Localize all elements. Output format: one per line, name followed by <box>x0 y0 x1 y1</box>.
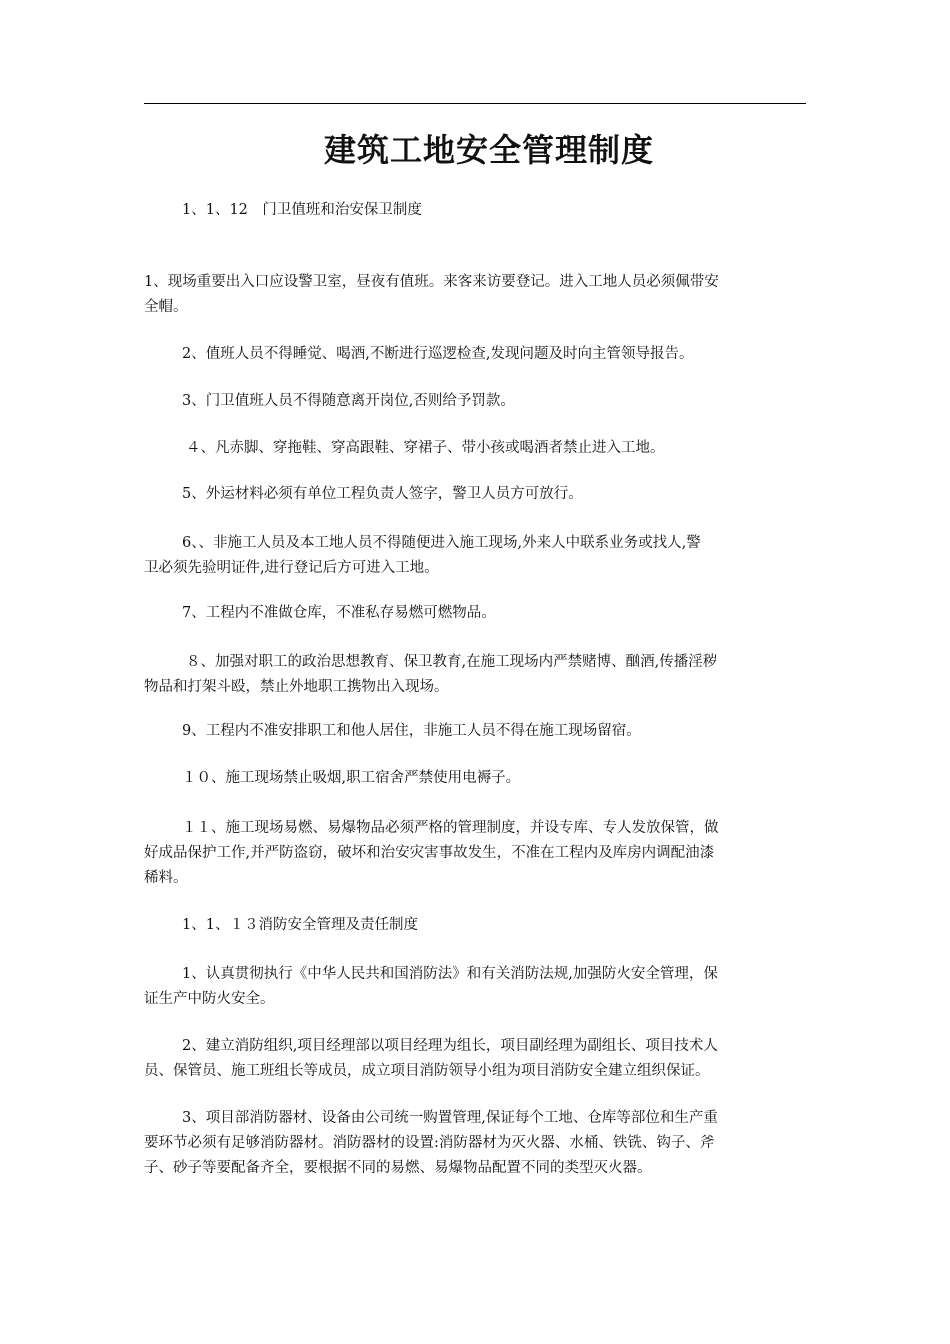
paragraph <box>144 650 806 700</box>
text-line: 2、值班人员不得睡觉、喝酒,不断进行巡逻检查,发现问题及时向主管领导报告。 <box>182 346 694 362</box>
paragraph <box>144 389 806 414</box>
text-line: 6、、非施工人员及本工地人员不得随便进入施工现场,外来人中联系业务或找人,警 <box>182 535 701 551</box>
paragraph <box>144 270 806 320</box>
text-line: ８、加强对职工的政治思想教育、保卫教育,在施工现场内严禁赌博、酗酒,传播淫秽 <box>186 654 718 670</box>
text-line: １０、施工现场禁止吸烟,职工宿舍严禁使用电褥子。 <box>182 770 521 786</box>
text-line: 物品和打架斗殴，禁止外地职工携物出入现场。 <box>144 679 449 695</box>
paragraph <box>144 816 806 891</box>
text-line: 全帽。 <box>144 299 188 315</box>
text-line: 卫必须先验明证件,进行登记后方可进入工地。 <box>144 560 439 576</box>
text-line: 7、工程内不准做仓库，不准私存易燃可燃物品。 <box>182 605 496 621</box>
document-title: 建筑工地安全管理制度 <box>323 131 654 169</box>
text-line: 好成品保护工作,并严防盗窃，破坏和治安灾害事故发生，不准在工程内及库房内调配油漆 <box>144 845 715 861</box>
paragraph <box>144 766 806 791</box>
text-line: 1、1、１３消防安全管理及责任制度 <box>182 917 418 933</box>
paragraph <box>144 1106 806 1181</box>
text-line: 证生产中防火安全。 <box>144 991 275 1007</box>
text-line: 员、保管员、施工班组长等成员，成立项目消防领导小组为项目消防安全建立组织保证。 <box>144 1063 710 1079</box>
text-line: １１、施工现场易燃、易爆物品必须严格的管理制度，并设专库、专人发放保管，做 <box>182 820 719 836</box>
paragraph <box>144 962 806 1012</box>
text-line: 2、建立消防组织,项目经理部以项目经理为组长，项目副经理为副组长、项目技术人 <box>182 1038 718 1054</box>
text-line: 5、外运材料必须有单位工程负责人签字，警卫人员方可放行。 <box>182 486 583 502</box>
text-line: 1、现场重要出入口应设警卫室，昼夜有值班。来客来访要登记。进入工地人员必须佩带安 <box>144 274 719 290</box>
paragraph <box>144 719 806 744</box>
paragraph <box>144 1034 806 1084</box>
text-line: 子、砂子等要配备齐全，要根据不同的易燃、易爆物品配置不同的类型灭火器。 <box>144 1160 652 1176</box>
text-line: ４、凡赤脚、穿拖鞋、穿高跟鞋、穿裙子、带小孩或喝酒者禁止进入工地。 <box>186 440 665 456</box>
text-line: 1、1、12 门卫值班和治安保卫制度 <box>182 202 422 218</box>
paragraph <box>144 436 806 461</box>
paragraph <box>144 601 806 626</box>
paragraph <box>144 482 806 507</box>
text-line: 要环节必须有足够消防器材。消防器材的设置:消防器材为灭火器、水桶、铁铣、钩子、斧 <box>144 1135 715 1151</box>
paragraph <box>144 342 806 367</box>
section-heading <box>144 198 806 223</box>
top-rule <box>144 103 806 104</box>
text-line: 3、门卫值班人员不得随意离开岗位,否则给予罚款。 <box>182 393 515 409</box>
text-line: 9、工程内不准安排职工和他人居住，非施工人员不得在施工现场留宿。 <box>182 723 641 739</box>
text-line: 1、认真贯彻执行《中华人民共和国消防法》和有关消防法规,加强防火安全管理，保 <box>182 966 718 982</box>
section-heading <box>144 913 806 938</box>
paragraph <box>144 531 806 581</box>
text-line: 3、项目部消防器材、设备由公司统一购置管理,保证每个工地、仓库等部位和生产重 <box>182 1110 718 1126</box>
text-line: 稀料。 <box>144 870 188 886</box>
